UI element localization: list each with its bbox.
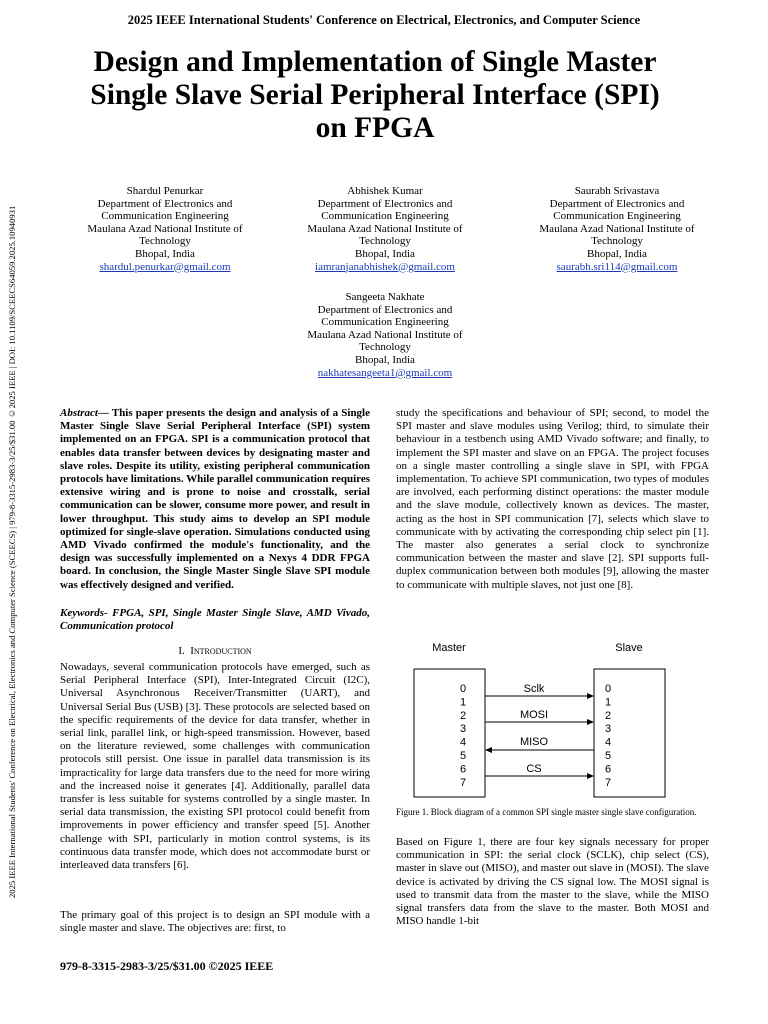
pin-label: 3	[605, 723, 612, 736]
author-dept: Department of Electronics and	[549, 197, 685, 210]
author-institute: Maulana Azad National Institute of	[539, 222, 695, 235]
keywords: Keywords- FPGA, SPI, Single Master Single Slave, AMD Vivado, Communication protocol	[60, 607, 370, 633]
author-block	[60, 185, 270, 273]
pin-label: 5	[460, 750, 467, 762]
master-block	[414, 669, 485, 797]
author-email-link[interactable]: iamranjanabhishek@gmail.com	[315, 260, 455, 273]
goal-paragraph: The primary goal of this project is to design an SPI module with a single master and slave. The objectives are: first, to	[60, 909, 370, 935]
cs-label: CS	[526, 763, 542, 775]
pin-label: 2	[605, 709, 612, 722]
pin-label: 1	[605, 696, 612, 709]
abstract-lead: Abstract	[60, 407, 98, 419]
pin-label: 1	[460, 696, 467, 709]
section-title: Introduction	[190, 645, 252, 657]
body-paragraph: Based on Figure 1, there are four key signals necessary for proper communication in SPI: the serial clock (SCLK), chip select (CS), master in slave out (MISO), and master out slave in (MOSI). The slave device is activated by driving the CS signal low. The MOSI signal is used to transmit data from the master to the slave, while the MISO signal transfers data from the slave to the master. Both MOSI and MISO handle 1-bit	[396, 836, 709, 928]
author-location: Bhopal, India	[355, 353, 415, 366]
author-institute: Maulana Azad National Institute of	[307, 222, 463, 235]
footer-copyright: 979-8-3315-2983-3/25/$31.00 ©2025 IEEE	[60, 959, 274, 973]
master-label: Master	[432, 642, 466, 654]
section-heading	[60, 645, 370, 657]
master-pin-labels	[460, 683, 466, 789]
pin-label: 3	[460, 723, 467, 736]
author-dept: Communication Engineering	[101, 210, 229, 223]
author-block	[512, 185, 722, 273]
body-paragraph: study the specifications and behaviour of SPI; second, to model the SPI master and slave modules using Verilog; third, to simulate their behaviour in a testbench using AMD Vivado software; and finally, to implement the SPI master and slave on an FPGA. The project focuses on a single master controlling a single slave in SPI, with FPGA implementation. To achieve SPI communication, two types of modules are involved, each performing distinct operations: the master module and the slave module, collectively known as devices. The master, acting as the host in SPI communication [7], selects which slave to communicate with by activating the corresponding chip select pin [1]. The master also generates a serial clock to synchronize communication between the master and slave [2]. SPI supports full-duplex communication between both modules [9], allowing the master to communicate with multiple slaves, not just one [8].	[396, 407, 709, 591]
author-name: Shardul Penurkar	[126, 185, 204, 197]
pin-label: 4	[605, 736, 612, 749]
abstract-text: — This paper presents the design and analysis of a Single Master Single Slave Serial Peripheral Interface (SPI) system implemented on an FPGA. SPI is a communication protocol that enables data transfer between devices by designating master and slave roles. Despite its utility, existing peripheral communication protocols have limitations. While parallel communication requires extensive wiring and is prone to noise and crosstalk, serial communication can be slower, consume more power, and result in lower throughput. This study aims to develop an SPI module optimized for single-slave operation. Simulations conducted using AMD Vivado confirmed the module's functionality, and the design was successfully implemented on a Nexys 4 DDR FPGA board. In conclusion, the Single Master Single Slave SPI module was effectively designed and verified.	[60, 407, 370, 591]
author-email-link[interactable]: nakhatesangeeta1@gmail.com	[317, 366, 453, 379]
pin-label: 6	[605, 763, 612, 776]
author-institute: Technology	[359, 341, 411, 354]
pin-label: 5	[605, 750, 612, 762]
author-institute: Maulana Azad National Institute of	[307, 328, 463, 341]
author-dept: Department of Electronics and	[317, 303, 453, 316]
author-dept: Communication Engineering	[321, 210, 449, 223]
author-name: Saurabh Srivastava	[574, 185, 660, 197]
author-institute: Maulana Azad National Institute of	[87, 222, 243, 235]
slave-pin-labels	[605, 683, 611, 789]
spi-block-diagram	[410, 636, 670, 801]
pin-label: 0	[460, 683, 467, 695]
author-institute: Technology	[591, 235, 643, 248]
miso-label: MISO	[519, 736, 549, 748]
side-doi-text: 2025 IEEE International Students' Conference on Electrical, Electronics and Computer Science (SCEECS) | 979-8-3315-2983-3/25/$31.00 ©2025 IEEE | DOI: 10.1109/SCEECS64059.2025.10940931	[7, 205, 17, 898]
author-name: Sangeeta Nakhate	[345, 291, 425, 303]
author-block	[280, 291, 490, 379]
author-email-link[interactable]: saurabh.sri114@gmail.com	[556, 260, 678, 273]
pin-label: 2	[460, 709, 467, 722]
author-dept: Communication Engineering	[553, 210, 681, 223]
abstract	[60, 407, 370, 592]
author-dept: Communication Engineering	[321, 316, 449, 329]
pin-label: 4	[460, 736, 467, 749]
pin-label: 0	[605, 683, 612, 695]
intro-paragraph: Nowadays, several communication protocols have emerged, such as Serial Peripheral Interface (SPI), Inter-Integrated Circuit (I2C), Universal Asynchronous Receiver/Transmitter (UART), and Universal Serial Bus (USB) [3]. These protocols are selected based on the specific requirements of the device for data transfer, whether in serial link, parallel link, or high-speed transmission. However, based on the literature reviewed, some challenges with communication protocols still persist. One issue in parallel data transmission is its impracticality for large data transfers due to the need for more wiring and the increased noise it generates [4]. Additionally, parallel data transfer is less suitable for systems controlled by a single master. In serial data transmission, the existing SPI protocol could benefit from improvements in power efficiency and transfer speed [5]. Another challenge with SPI, particularly in motion control systems, is its continuous data transfer mode, which does not accommodate burst or interleaved data transfers [6].	[60, 661, 370, 872]
pin-label: 6	[460, 763, 467, 776]
author-institute: Technology	[359, 235, 411, 248]
author-name: Abhishek Kumar	[347, 185, 423, 197]
author-email-link[interactable]: shardul.penurkar@gmail.com	[99, 260, 231, 273]
slave-label: Slave	[615, 642, 643, 654]
author-dept: Department of Electronics and	[97, 197, 233, 210]
pin-label: 7	[605, 776, 612, 789]
sclk-label: Sclk	[523, 683, 545, 695]
author-institute: Technology	[139, 235, 191, 248]
section-number: I.	[178, 645, 185, 657]
figure-caption: Figure 1. Block diagram of a common SPI single master single slave configuration.	[396, 807, 697, 817]
author-location: Bhopal, India	[587, 247, 647, 260]
pin-label: 7	[460, 776, 467, 789]
conference-header: 2025 IEEE International Students' Conference on Electrical, Electronics, and Computer Science	[127, 13, 641, 27]
author-location: Bhopal, India	[135, 247, 195, 260]
author-block	[280, 185, 490, 273]
paper-title: Design and Implementation of Single Master Single Slave Serial Peripheral Interface (SPI) on FPGA	[90, 46, 660, 144]
author-location: Bhopal, India	[355, 247, 415, 260]
author-dept: Department of Electronics and	[317, 197, 453, 210]
mosi-label: MOSI	[519, 709, 549, 721]
